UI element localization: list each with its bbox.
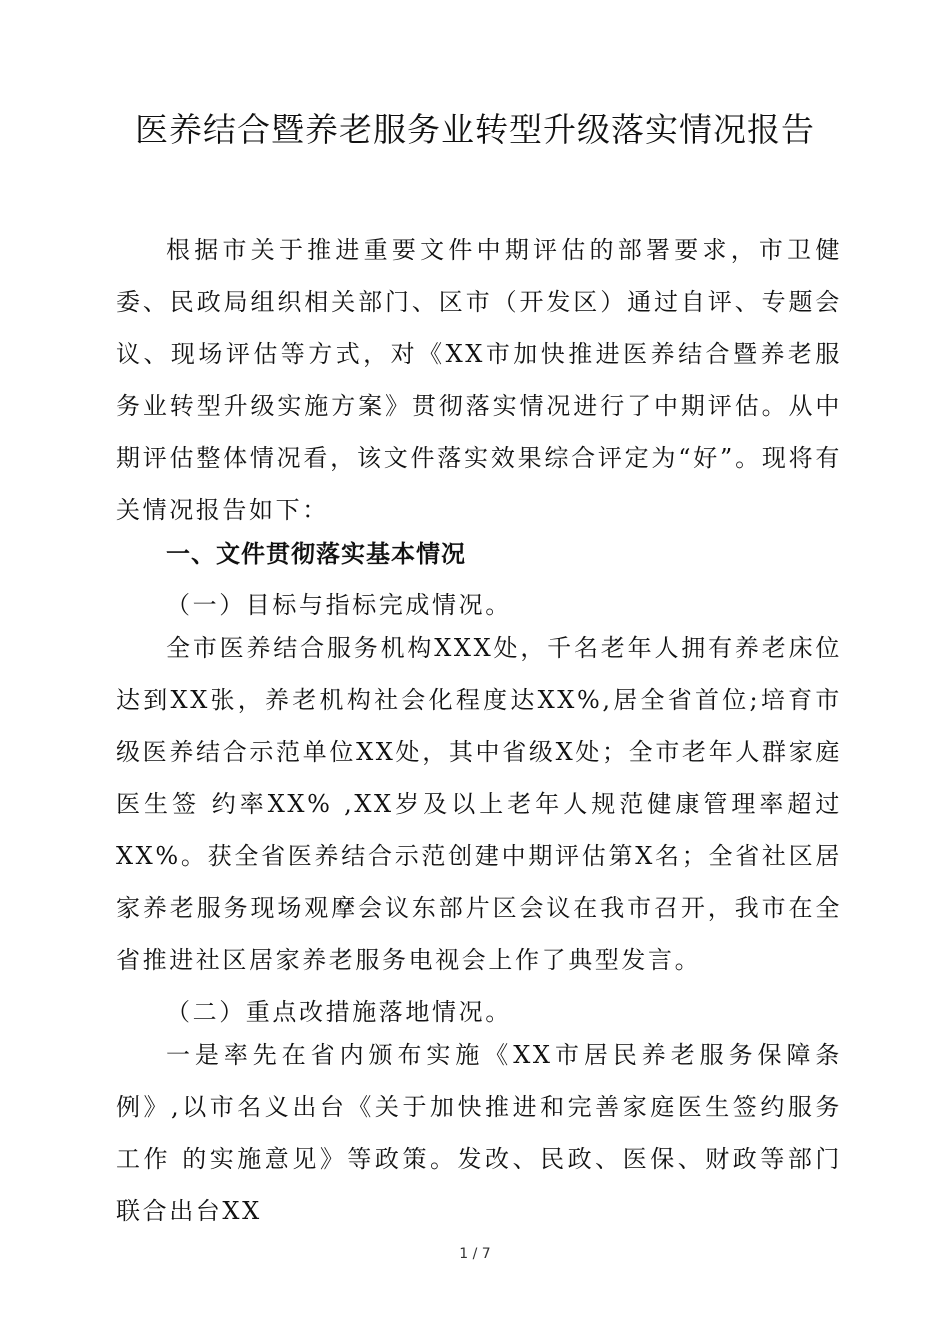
- document-title: 医养结合暨养老服务业转型升级落实情况报告: [135, 110, 815, 149]
- intro-paragraph: 根据市关于推进重要文件中期评估的部署要求，市卫健委、民政局组织相关部门、区市（开发区）通过自评、专题会议、现场评估等方式，对《XX市加快推进医养结合暨养老服务业转型升级实施方案》贯彻落实情况进行了中期评估。从中期评估整体情况看，该文件落实效果综合评定为“好”。现将有关情况报告如下：: [116, 236, 842, 524]
- subsection-paragraph-2: 一是率先在省内颁布实施《XX市居民养老服务保障条例》,以市名义出台《关于加快推进和完善家庭医生签约服务工作 的实施意见》等政策。发改、民政、医保、财政等部门联合出台XX: [116, 1041, 842, 1225]
- subsection-heading-1: （一）目标与指标完成情况。: [166, 591, 512, 619]
- page-number: 1 / 7: [459, 1246, 491, 1262]
- section-heading: 一、文件贯彻落实基本情况: [166, 540, 466, 568]
- subsection-heading-2: （二）重点改措施落地情况。: [166, 998, 512, 1026]
- subsection-paragraph-1: 全市医养结合服务机构XXX处，千名老年人拥有养老床位达到XX张，养老机构社会化程度达XX%,居全省首位;培育市级医养结合示范单位XX处，其中省级X处；全市老年人群家庭医生签 约率XX% ,XX岁及以上老年人规范健康管理率超过XX%。获全省医养结合示范创建中期评估第X名；全省社区居家养老服务现场观摩会议东部片区会议在我市召开，我市在全省推进社区居家养老服务电视会上作了典型发言。: [116, 634, 842, 974]
